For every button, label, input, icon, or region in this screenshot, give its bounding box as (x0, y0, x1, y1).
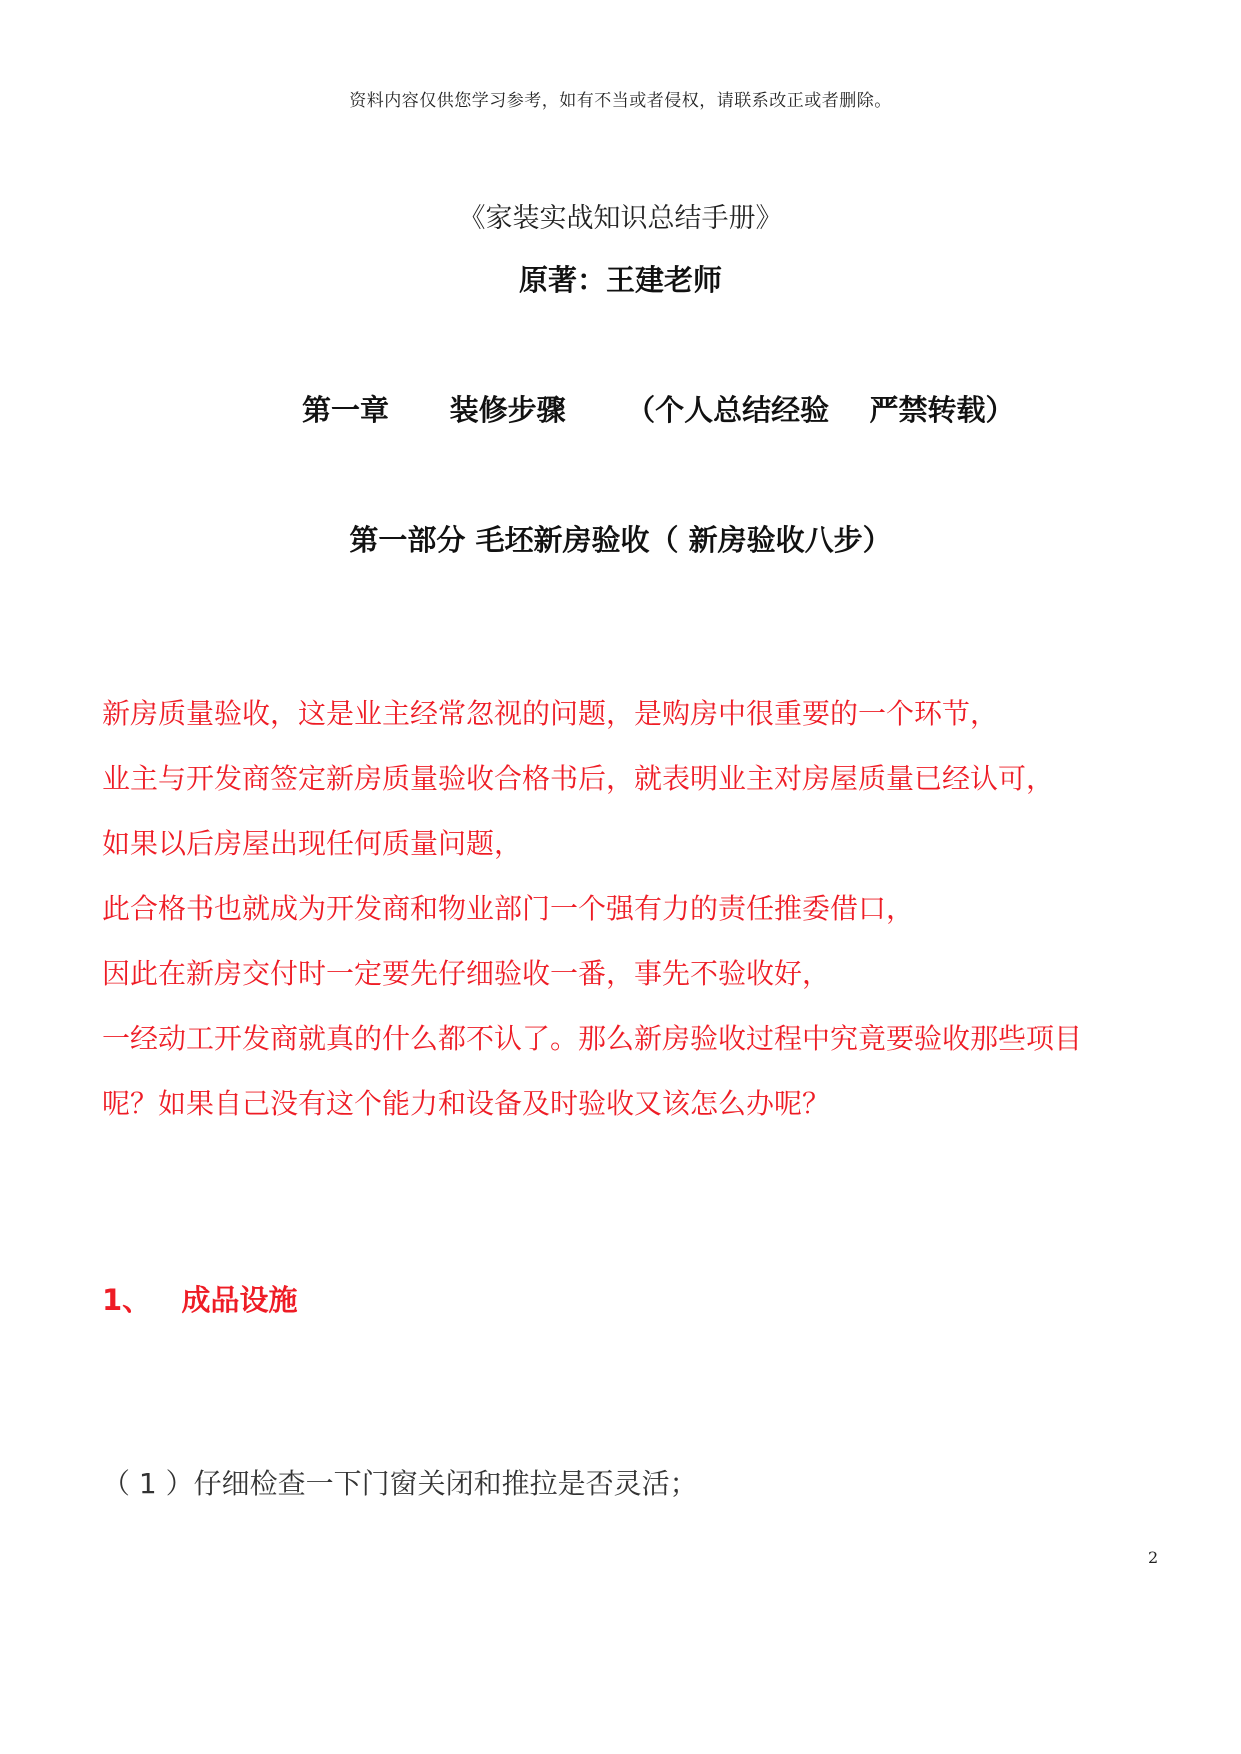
book-title: 《家装实战知识总结手册》 (458, 203, 783, 234)
part-heading: 第一部分 毛坯新房验收（ 新房验收八步） (349, 523, 892, 557)
intro-line: 呢？如果自己没有这个能力和设备及时验收又该怎么办呢？ (102, 1087, 831, 1120)
disclaimer-header: 资料内容仅供您学习参考，如有不当或者侵权，请联系改正或者删除。 (349, 91, 892, 111)
list-item: （ 1 ）仔细检查一下门窗关闭和推拉是否灵活； (102, 1467, 698, 1500)
intro-line: 新房质量验收，这是业主经常忽视的问题，是购房中很重要的一个环节， (102, 697, 999, 730)
intro-line: 一经动工开发商就真的什么都不认了。那么新房验收过程中究竟要验收那些项目 (102, 1022, 1083, 1055)
intro-paragraph (102, 694, 1162, 1149)
author-line: 原著：王建老师 (518, 263, 722, 297)
intro-line: 如果以后房屋出现任何质量问题， (102, 827, 523, 860)
intro-line: 因此在新房交付时一定要先仔细验收一番，事先不验收好， (102, 957, 831, 990)
section-heading: 1、 成品设施 (102, 1283, 298, 1317)
intro-line: 业主与开发商签定新房质量验收合格书后，就表明业主对房屋质量已经认可， (102, 762, 1055, 795)
intro-line: 此合格书也就成为开发商和物业部门一个强有力的责任推委借口， (102, 892, 915, 925)
page-number: 2 (1148, 1548, 1159, 1567)
chapter-heading: 第一章 装修步骤 （个人总结经验 严禁转载） (302, 393, 1015, 427)
